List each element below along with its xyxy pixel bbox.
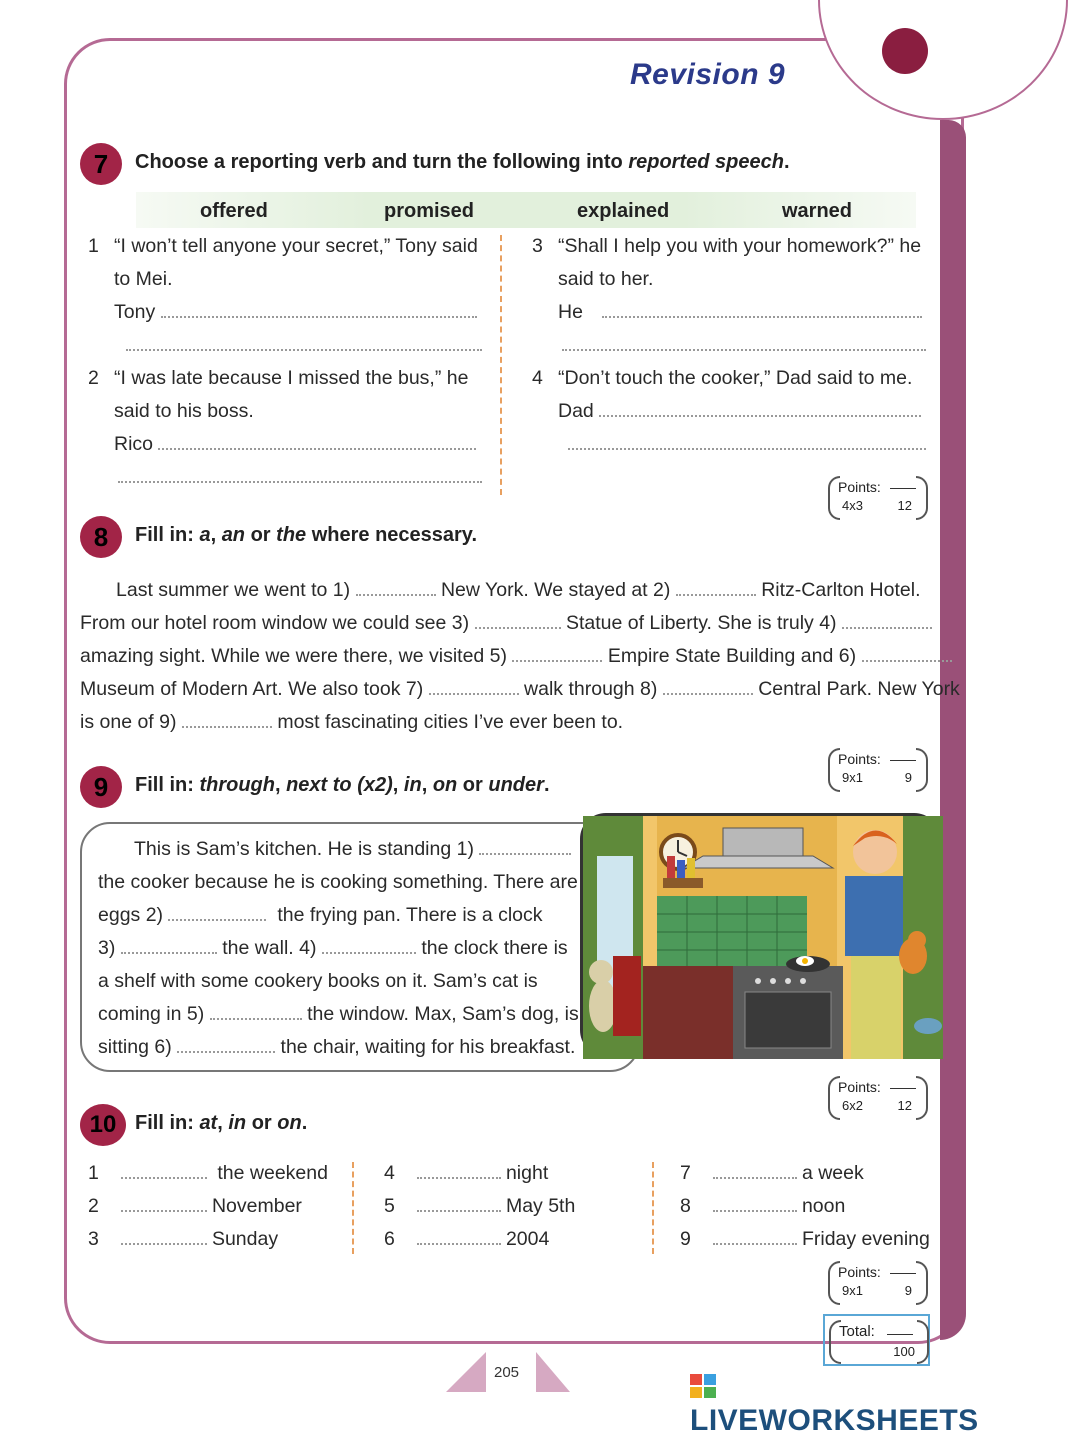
answer-starter: Tony [114,301,156,323]
list-item: 8 noon [680,1195,846,1217]
gap-6[interactable] [417,1231,501,1245]
item-number: 2 [88,367,99,389]
points-box: Points: 6x2 12 [828,1078,928,1120]
list-item: 3 Sunday [88,1228,279,1250]
answer-row [568,428,926,461]
total-box [823,1314,930,1366]
exercise-9-instruction: Fill in: through, next to (x2), in, on or under. [135,774,550,796]
page-number: 205 [494,1364,520,1381]
exercise-8-instruction: Fill in: a, an or the where necessary. [135,524,478,546]
shelf [663,878,703,888]
exercise-7-instruction: Choose a reporting verb and turn the following into reported speech. [135,151,790,173]
gap-9[interactable] [182,714,272,728]
text-line: From our hotel room window we could see 3) Statue of Liberty. She is truly 4) [80,607,932,640]
page-triangle-right [536,1352,570,1392]
item-quote-line1: “I won’t tell anyone your secret,” Tony said [114,235,478,257]
sam-head [853,830,897,874]
gap-2[interactable] [121,1198,207,1212]
answer-row [558,296,922,329]
text-line: is one of 9) most fascinating cities I’ve ever been to. [80,711,624,733]
item-quote-line1: “Don’t touch the cooker,” Dad said to me. [558,367,913,389]
chair [613,956,641,1036]
tiles [657,896,807,966]
text-line: a shelf with some cookery books on it. Sam’s cat is [98,970,538,992]
gap-3[interactable] [121,940,217,954]
item-quote-line2: said to his boss. [114,400,254,422]
list-item: 1 the weekend [88,1162,328,1184]
list-item: 4 night [384,1162,549,1184]
answer-blank[interactable] [158,436,476,450]
item-number: 4 [532,367,543,389]
text-line: Last summer we went to 1) New York. We stayed at 2) Ritz-Carlton Hotel. [116,579,921,601]
gap-5[interactable] [417,1198,501,1212]
points-box: Points: 4x3 12 [828,478,928,520]
exercise-8-badge: 8 [80,516,122,558]
gap-7[interactable] [429,681,519,695]
page-title: Revision 9 [630,58,786,91]
gap-5[interactable] [512,648,602,662]
list-item: 2 November [88,1195,302,1217]
exercise-7-badge: 7 [80,143,122,185]
gap-1[interactable] [479,841,571,855]
text-line: Museum of Modern Art. We also took 7) walk through 8) Central Park. New York [80,678,960,700]
answer-blank[interactable] [602,304,922,318]
gap-4[interactable] [417,1165,501,1179]
list-item: 5 May 5th [384,1195,576,1217]
gap-8[interactable] [663,681,753,695]
gap-6[interactable] [862,648,952,662]
corner-dot [882,28,928,74]
answer-starter: Rico [114,433,154,455]
item-quote-line1: “Shall I help you with your homework?” he [558,235,922,257]
answer-blank[interactable] [599,403,921,417]
gap-7[interactable] [713,1165,797,1179]
answer-row [558,395,921,428]
text-line: the cooker because he is cooking something. There are [98,871,578,893]
text-line: sitting 6) the chair, waiting for his breakfast. [98,1036,576,1058]
list-item: 7 a week [680,1162,864,1184]
answer-blank[interactable] [126,337,482,351]
gap-2[interactable] [676,582,756,596]
gap-5[interactable] [210,1006,302,1020]
verb-promised: promised [384,200,475,222]
kitchen-scene [583,816,943,1059]
item-quote-line1: “I was late because I missed the bus,” he [114,367,469,389]
item-number: 3 [532,235,543,257]
book [667,856,675,878]
shirt [845,876,907,956]
gap-4[interactable] [322,940,416,954]
exercise-10-badge: 10 [80,1104,126,1146]
column-divider [352,1162,354,1254]
gap-4[interactable] [842,615,932,629]
gap-3[interactable] [475,615,561,629]
page-frame-shadow [940,120,966,1340]
points-box: Points: 9x1 9 [828,750,928,792]
points-box: Points: 9x1 9 [828,1263,928,1305]
page-triangle-left [446,1352,486,1392]
text-line: coming in 5) the window. Max, Sam’s dog, is [98,1003,579,1025]
answer-starter: Dad [558,400,594,422]
column-divider [500,235,502,495]
gap-3[interactable] [121,1231,207,1245]
verb-explained: explained [577,200,670,222]
brand-text: LIVEWORKSHEETS [690,1404,979,1437]
item-number: 1 [88,235,99,257]
total-label: Total: [839,1323,875,1340]
answer-blank[interactable] [568,436,926,450]
gap-2[interactable] [168,907,266,921]
text-line: amazing sight. While we were there, we visited 5) Empire State Building and 6) [80,640,952,673]
total-value: 100 [893,1344,915,1359]
answer-starter: He [558,301,583,323]
gap-8[interactable] [713,1198,797,1212]
answer-blank[interactable] [562,337,926,351]
verb-warned: warned [782,200,853,222]
item-quote-line2: to Mei. [114,268,173,290]
gap-1[interactable] [121,1165,207,1179]
text-line: This is Sam’s kitchen. He is standing 1) [134,833,571,866]
exercise-10-instruction: Fill in: at, in or on. [135,1112,308,1134]
item-quote-line2: said to her. [558,268,654,290]
answer-row [126,329,482,362]
liveworksheets-icon [690,1374,716,1398]
gap-9[interactable] [713,1231,797,1245]
text-line: eggs 2) the frying pan. There is a clock [98,904,543,926]
answer-blank[interactable] [118,469,482,483]
text-line: 3) the wall. 4) the clock there is [98,937,568,959]
answer-row [114,428,476,461]
list-item: 6 2004 [384,1228,550,1250]
verb-offered: offered [200,200,268,222]
answer-row [562,329,926,362]
answer-row [118,461,482,494]
gap-6[interactable] [177,1039,275,1053]
cooker-hood [683,856,833,868]
list-item: 9 Friday evening [680,1228,930,1250]
liveworksheets-logo[interactable] [690,1370,1000,1438]
dog-max [589,980,617,1032]
gap-1[interactable] [356,582,436,596]
kitchen-illustration [580,813,940,1056]
answer-blank[interactable] [161,304,477,318]
answer-row [114,296,477,329]
exercise-9-badge: 9 [80,766,122,808]
column-divider [652,1162,654,1254]
